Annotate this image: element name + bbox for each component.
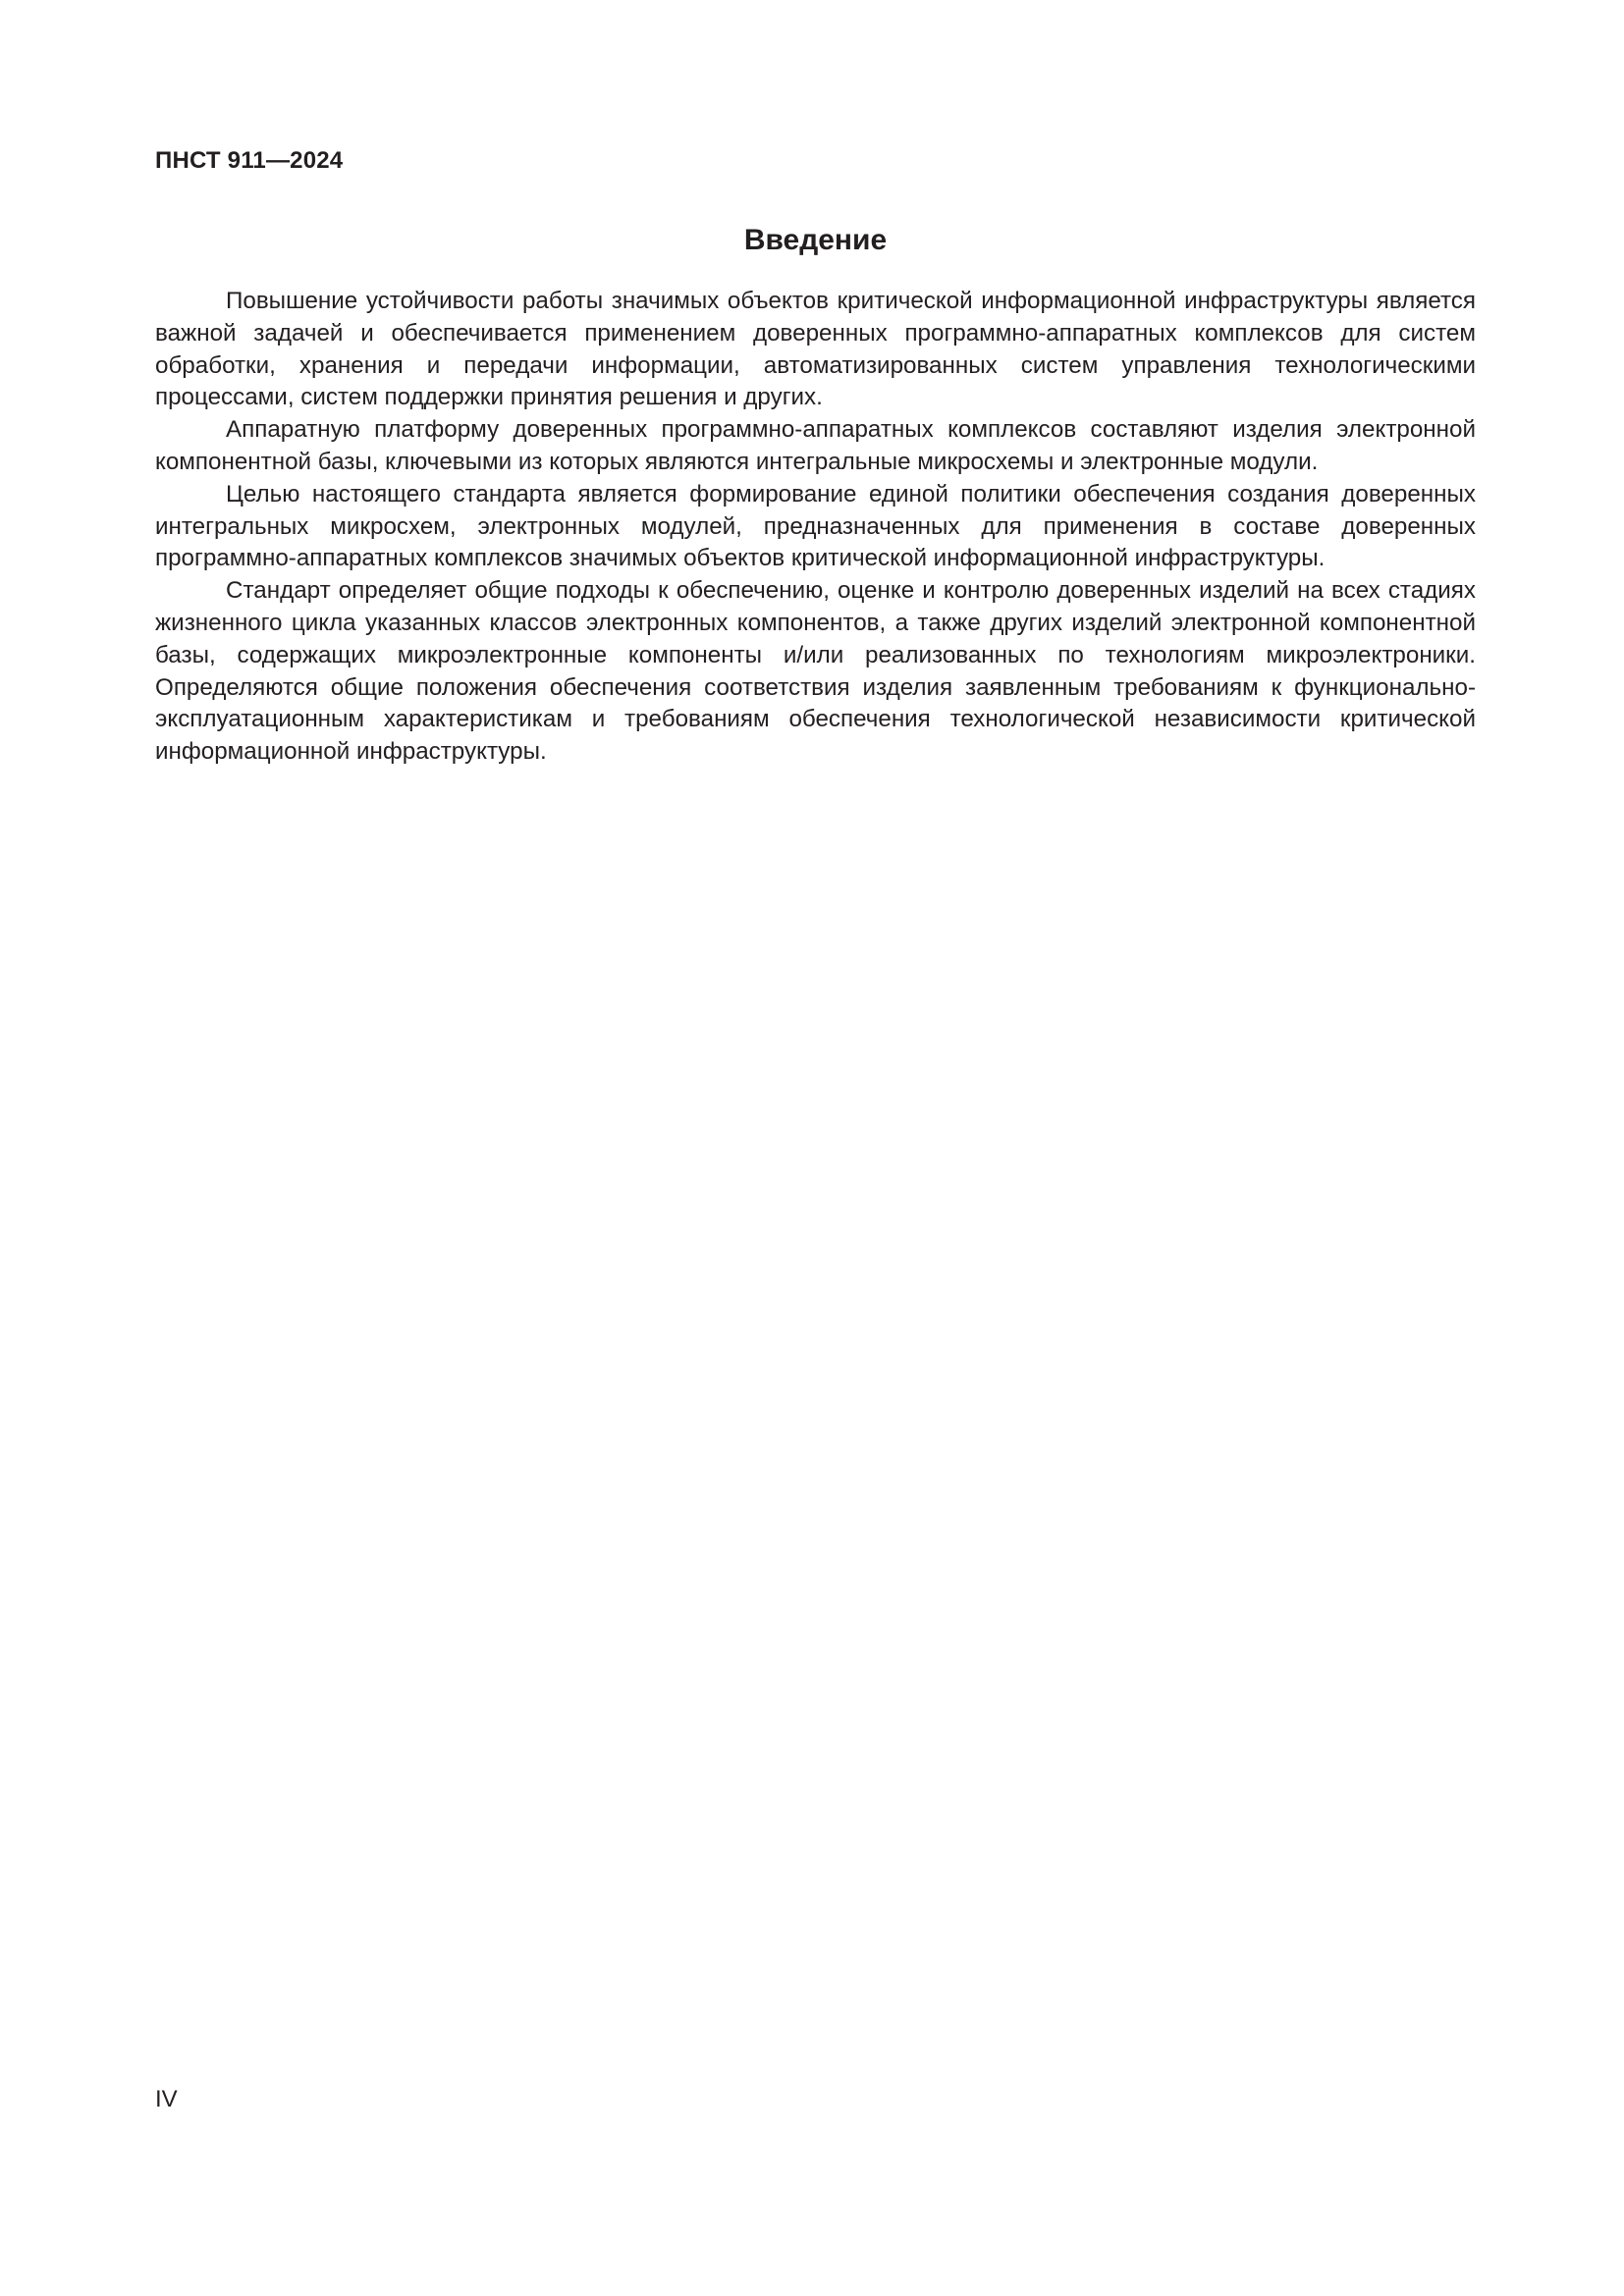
paragraph-4: Стандарт определяет общие подходы к обеспечению, оценке и контролю доверенных изделий на всех стадиях жизненного цикла указанных классов электронных компонентов, а также других изделий электронной компонентной базы, содержащих микроэлектронные компоненты и/или реализованных по технологиям микроэлектроники. Определяются общие положения обеспечения соответствия изделия заявленным требованиям к функционально-эксплуатационным характеристикам и требованиям обеспечения технологической независимости критической информационной инфраструктуры. (155, 577, 1476, 766)
paragraph-2: Аппаратную платформу доверенных программно-аппаратных комплексов составляют изделия электронной компонентной базы, ключевыми из которых являются интегральные микросхемы и электронные модули. (155, 416, 1476, 475)
document-code: ПНСТ 911—2024 (155, 147, 344, 174)
section-title: Введение (743, 224, 888, 256)
page-number: IV (155, 2086, 178, 2112)
paragraph-1: Повышение устойчивости работы значимых объектов критической информационной инфраструктуры является важной задачей и обеспечивается применением доверенных программно-аппаратных комплексов для систем обработки, хранения и передачи информации, автоматизированных систем управления технологическими процессами, систем поддержки принятия решения и других. (155, 288, 1476, 411)
body-text (155, 286, 1476, 769)
paragraph-3: Целью настоящего стандарта является формирование единой политики обеспечения создания доверенных интегральных микросхем, электронных модулей, предназначенных для применения в составе доверенных программно-аппаратных комплексов значимых объектов критической информационной инфраструктуры. (155, 480, 1476, 572)
